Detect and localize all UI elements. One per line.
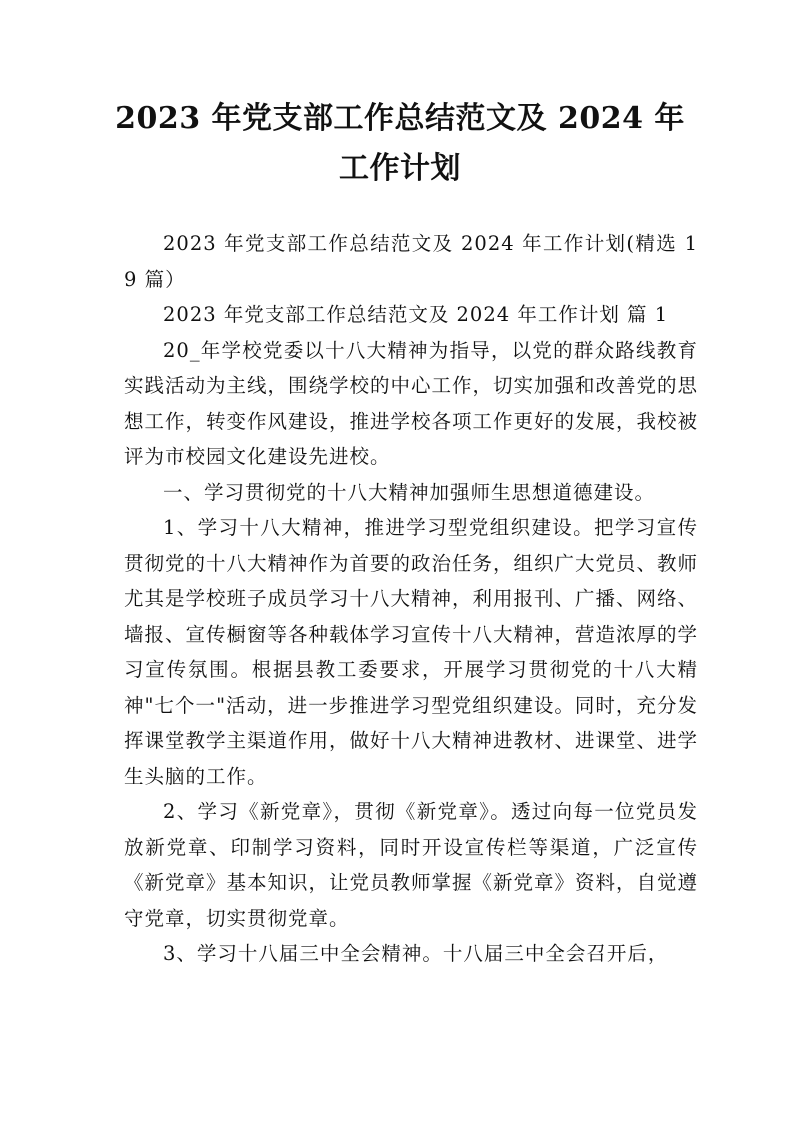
paragraph-item-1: 1、学习十八大精神，推进学习型党组织建设。把学习宣传贯彻党的十八大精神作为首要的政治任务，组织广大党员、教师尤其是学校班子成员学习十八大精神，利用报刊、广播、网络、墙报、宣传橱窗等各种载体学习宣传十八大精神，营造浓厚的学习宣传氛围。根据县教工委要求，开展学习贯彻党的十八大精神"七个一"活动，进一步推进学习型党组织建设。同时，充分发挥课堂教学主渠道作用，做好十八大精神进教材、进课堂、进学生头脑的工作。 (124, 516, 699, 788)
paragraph-item-3: 3、学习十八届三中全会精神。十八届三中全会召开后， (163, 942, 669, 965)
document-title: 2023 年党支部工作总结范文及 2024 年工作计划 (115, 101, 685, 186)
document-body (124, 226, 698, 972)
paragraph-item-heading: 一、学习贯彻党的十八大精神加强师生思想道德建设。 (163, 480, 656, 504)
paragraph-item-2: 2、学习《新党章》，贯彻《新党章》。透过向每一位党员发放新党章、印制学习资料，同时开设宣传栏等渠道，广泛宣传《新党章》基本知识，让党员教师掌握《新党章》资料，自觉遵守党章，切实贯彻党章。 (124, 800, 699, 930)
paragraph-section-heading: 2023 年党支部工作总结范文及 2024 年工作计划 篇 1 (163, 303, 669, 326)
paragraph-intro: 20_年学校党委以十八大精神为指导，以党的群众路线教育实践活动为主线，围绕学校的中心工作，切实加强和改善党的思想工作，转变作风建设，推进学校各项工作更好的发展，我校被评为市校园文化建设先进校。 (124, 338, 699, 468)
paragraph-subtitle: 2023 年党支部工作总结范文及 2024 年工作计划(精选 19 篇） (124, 232, 698, 291)
